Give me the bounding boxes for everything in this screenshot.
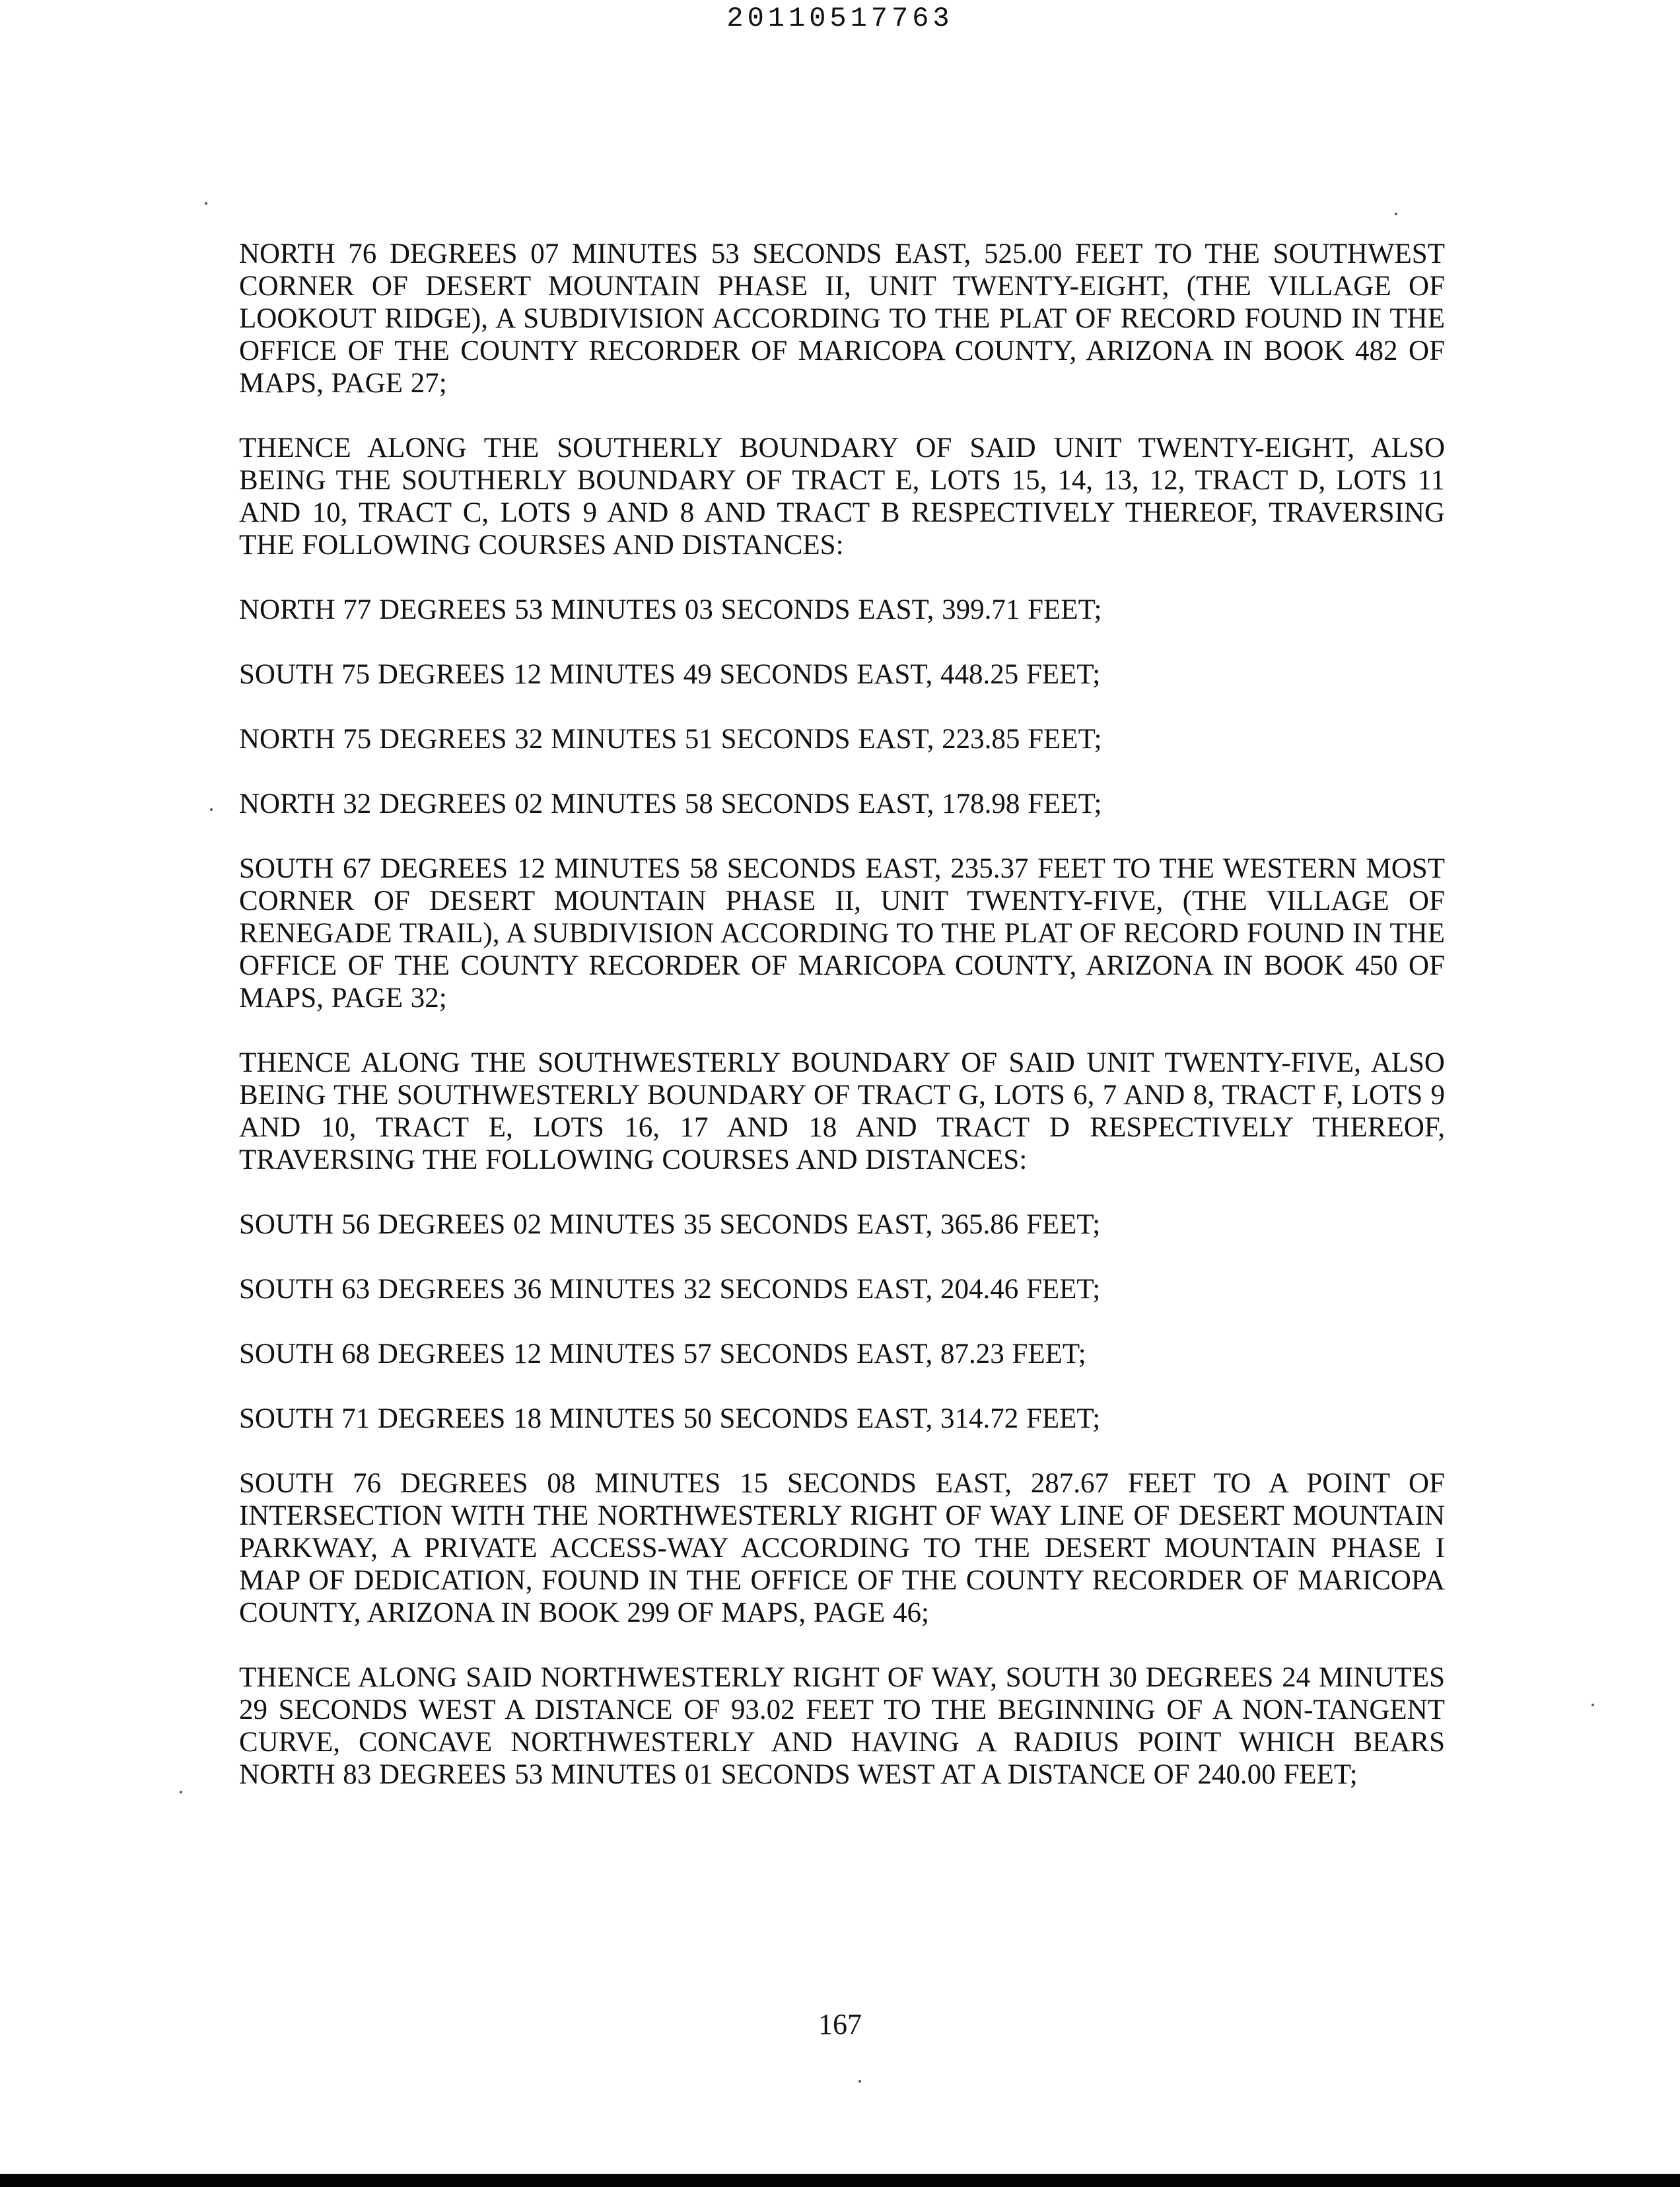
scan-speck: [858, 2080, 861, 2083]
course-line: NORTH 75 DEGREES 32 MINUTES 51 SECONDS EAST, 223.85 FEET;: [239, 724, 1102, 755]
page-number: 167: [818, 2008, 862, 2040]
scan-speck: [1395, 213, 1397, 215]
scan-bottom-border: [0, 2174, 1680, 2187]
course-line: SOUTH 68 DEGREES 12 MINUTES 57 SECONDS EAST, 87.23 FEET;: [239, 1338, 1086, 1370]
course-line: NORTH 32 DEGREES 02 MINUTES 58 SECONDS EAST, 178.98 FEET;: [239, 788, 1102, 819]
scan-speck: [180, 1791, 182, 1793]
paragraph-intersection-desert-mountain-parkway: SOUTH 76 DEGREES 08 MINUTES 15 SECONDS EAST, 287.67 FEET TO A POINT OF INTERSECTION WITH THE NORTHWESTERLY RIGHT OF WAY LINE OF DESERT MOUNTAIN PARKWAY, A PRIVATE ACCESS-WAY ACCORDING TO THE DESERT MOUNTAIN PHASE I MAP OF DEDICATION, FOUND IN THE OFFICE OF THE COUNTY RECORDER OF MARICOPA COUNTY, ARIZONA IN BOOK 299 OF MAPS, PAGE 46;: [239, 1468, 1445, 1628]
course-line: SOUTH 56 DEGREES 02 MINUTES 35 SECONDS EAST, 365.86 FEET;: [239, 1209, 1101, 1240]
paragraph-non-tangent-curve: THENCE ALONG SAID NORTHWESTERLY RIGHT OF WAY, SOUTH 30 DEGREES 24 MINUTES 29 SECONDS WEST A DISTANCE OF 93.02 FEET TO THE BEGINNING OF A NON-TANGENT CURVE, CONCAVE NORTHWESTERLY AND HAVING A RADIUS POINT WHICH BEARS NORTH 83 DEGREES 53 MINUTES 01 SECONDS WEST AT A DISTANCE OF 240.00 FEET;: [239, 1662, 1445, 1790]
paragraph-western-corner-unit-25: SOUTH 67 DEGREES 12 MINUTES 58 SECONDS EAST, 235.37 FEET TO THE WESTERN MOST CORNER OF DESERT MOUNTAIN PHASE II, UNIT TWENTY-FIVE, (THE VILLAGE OF RENEGADE TRAIL), A SUBDIVISION ACCORDING TO THE PLAT OF RECORD FOUND IN THE OFFICE OF THE COUNTY RECORDER OF MARICOPA COUNTY, ARIZONA IN BOOK 450 OF MAPS, PAGE 32;: [239, 853, 1445, 1014]
scan-speck: [210, 808, 213, 811]
legal-description-body: [239, 238, 1445, 1823]
course-line: SOUTH 63 DEGREES 36 MINUTES 32 SECONDS EAST, 204.46 FEET;: [239, 1274, 1101, 1305]
paragraph-southwesterly-boundary-unit-25: THENCE ALONG THE SOUTHWESTERLY BOUNDARY OF SAID UNIT TWENTY-FIVE, ALSO BEING THE SOUTHWESTERLY BOUNDARY OF TRACT G, LOTS 6, 7 AND 8, TRACT F, LOTS 9 AND 10, TRACT E, LOTS 16, 17 AND 18 AND TRACT D RESPECTIVELY THEREOF, TRAVERSING THE FOLLOWING COURSES AND DISTANCES:: [239, 1047, 1445, 1175]
scan-speck: [1592, 1704, 1594, 1706]
recording-number: 20110517763: [726, 3, 954, 34]
course-line: SOUTH 75 DEGREES 12 MINUTES 49 SECONDS EAST, 448.25 FEET;: [239, 659, 1101, 690]
course-line: NORTH 77 DEGREES 53 MINUTES 03 SECONDS EAST, 399.71 FEET;: [239, 594, 1102, 625]
scan-speck: [205, 202, 207, 205]
course-line: SOUTH 71 DEGREES 18 MINUTES 50 SECONDS EAST, 314.72 FEET;: [239, 1403, 1101, 1434]
paragraph-southwest-corner-unit-28: NORTH 76 DEGREES 07 MINUTES 53 SECONDS EAST, 525.00 FEET TO THE SOUTHWEST CORNER OF DESERT MOUNTAIN PHASE II, UNIT TWENTY-EIGHT, (THE VILLAGE OF LOOKOUT RIDGE), A SUBDIVISION ACCORDING TO THE PLAT OF RECORD FOUND IN THE OFFICE OF THE COUNTY RECORDER OF MARICOPA COUNTY, ARIZONA IN BOOK 482 OF MAPS, PAGE 27;: [239, 238, 1445, 399]
paragraph-southerly-boundary-unit-28: THENCE ALONG THE SOUTHERLY BOUNDARY OF SAID UNIT TWENTY-EIGHT, ALSO BEING THE SOUTHERLY BOUNDARY OF TRACT E, LOTS 15, 14, 13, 12, TRACT D, LOTS 11 AND 10, TRACT C, LOTS 9 AND 8 AND TRACT B RESPECTIVELY THEREOF, TRAVERSING THE FOLLOWING COURSES AND DISTANCES:: [239, 433, 1445, 561]
